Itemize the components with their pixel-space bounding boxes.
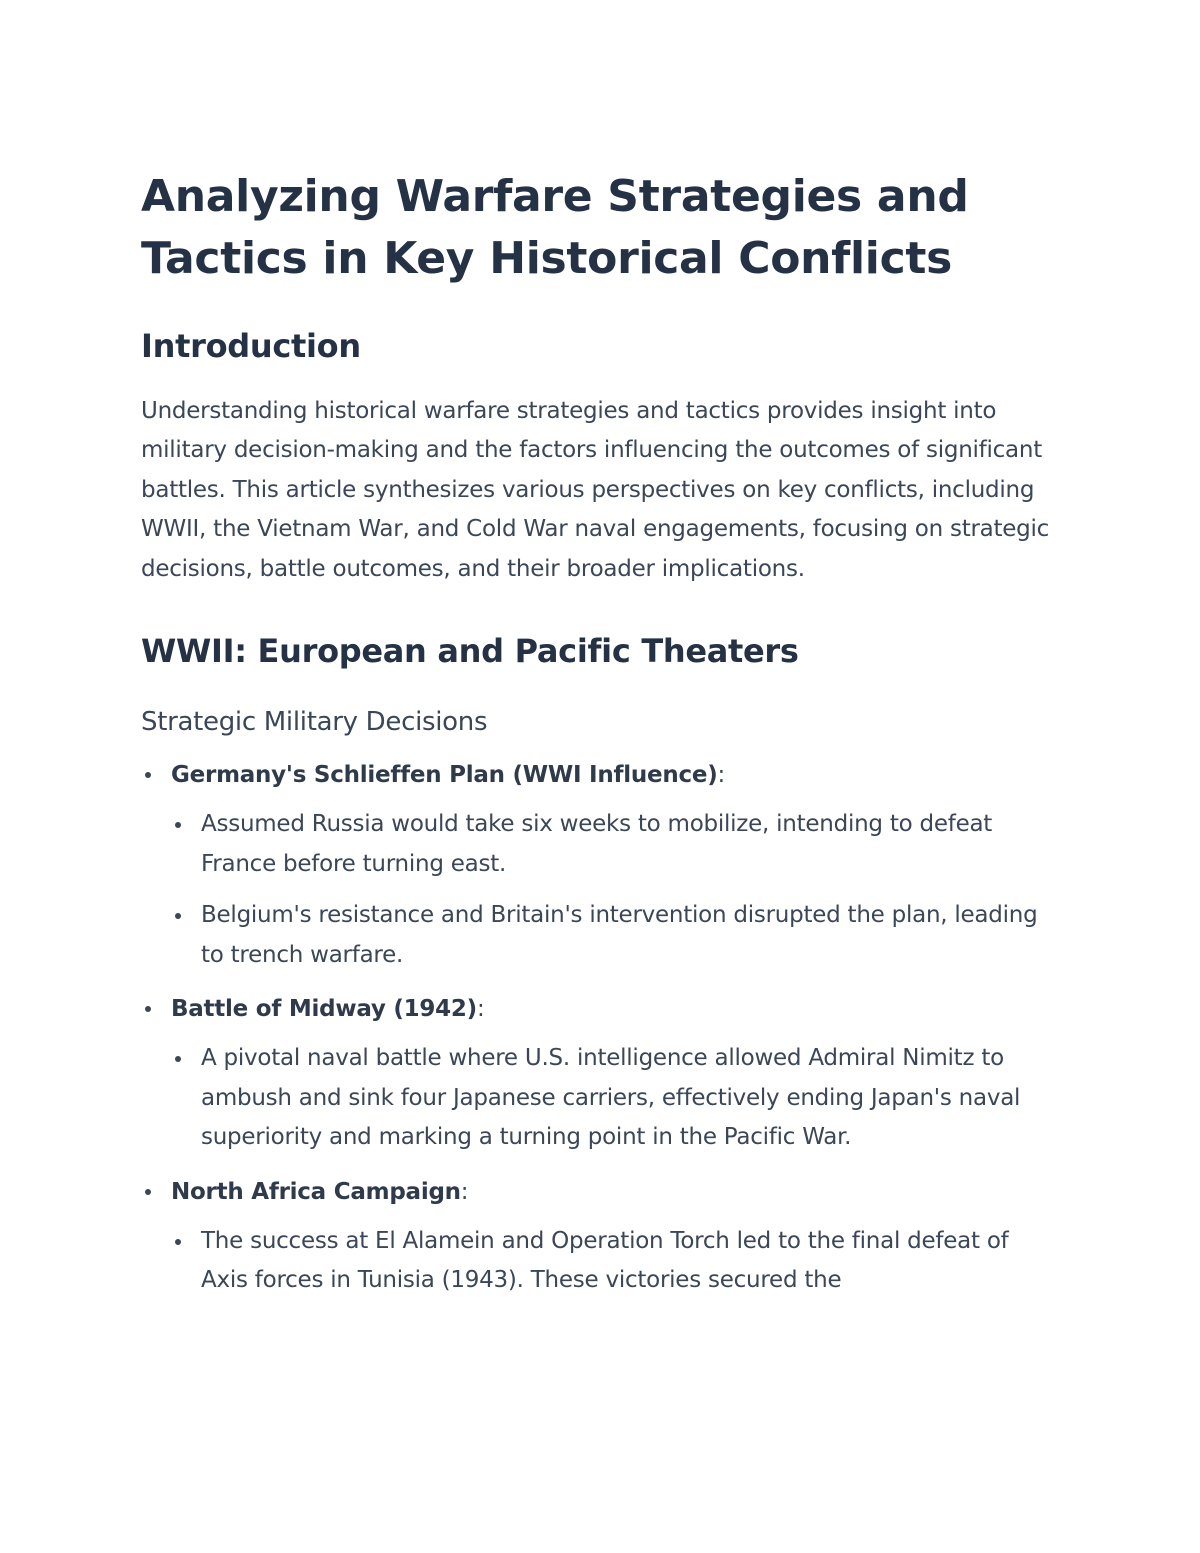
sub-point-list (171, 1039, 1056, 1158)
topic-list (141, 755, 1056, 1301)
bullet-icon (145, 1006, 151, 1012)
list-item (141, 989, 1056, 1158)
introduction-heading: Introduction (141, 327, 361, 365)
wwii-heading: WWII: European and Pacific Theaters (141, 632, 799, 671)
document-title: Analyzing Warfare Strategies and Tactics in Key Historical Conflicts (141, 171, 969, 284)
sub-point-text: Assumed Russia would take six weeks to mobilize, intending to defeat France before turning east. (201, 811, 993, 877)
introduction-paragraph: Understanding historical warfare strategies and tactics provides insight into military decision-making and the factors influencing the outcomes of significant battles. This article synthesizes various perspectives on key conflicts, including WWII, the Vietnam War, and Cold War naval engagements, focusing on strategic decisions, battle outcomes, and their broader implications. (141, 398, 1050, 582)
list-item (141, 755, 1056, 975)
topic-label-suffix: : (717, 762, 725, 789)
topic-label-suffix: : (476, 996, 485, 1023)
bullet-icon (145, 1189, 151, 1195)
strategic-decisions-subheading: Strategic Military Decisions (141, 707, 488, 738)
list-item (171, 1039, 1056, 1158)
topic-label (171, 989, 1056, 1029)
sub-point-text: A pivotal naval battle where U.S. intelligence allowed Admiral Nimitz to ambush and sink four Japanese carriers, effectively ending Japan's naval superiority and marking a turning point in the Pacific War. (201, 1045, 1021, 1151)
topic-label-suffix: : (460, 1178, 469, 1205)
topic-label (171, 755, 1056, 795)
list-item (171, 896, 1056, 975)
topic-label-text: Battle of Midway (1942) (171, 996, 477, 1023)
list-item (171, 805, 1056, 884)
sub-point-text: Belgium's resistance and Britain's intervention disrupted the plan, leading to trench warfare. (201, 902, 1038, 968)
topic-label (171, 1172, 1056, 1212)
list-item (141, 1172, 1056, 1301)
bullet-icon (145, 772, 151, 778)
bullet-icon (175, 913, 181, 919)
sub-point-text: The success at El Alamein and Operation Torch led to the final defeat of Axis forces in Tunisia (1943). These victories secured the (201, 1227, 1009, 1294)
bullet-icon (175, 1239, 181, 1245)
sub-point-list (171, 805, 1056, 975)
topic-label-text: Germany's Schlieffen Plan (WWI Influence) (171, 762, 718, 789)
sub-point-list (171, 1222, 1056, 1301)
list-item (171, 1222, 1056, 1301)
topic-label-text: North Africa Campaign (171, 1178, 461, 1205)
document-content (141, 166, 1056, 1315)
bullet-icon (175, 822, 181, 828)
bullet-icon (175, 1056, 181, 1062)
